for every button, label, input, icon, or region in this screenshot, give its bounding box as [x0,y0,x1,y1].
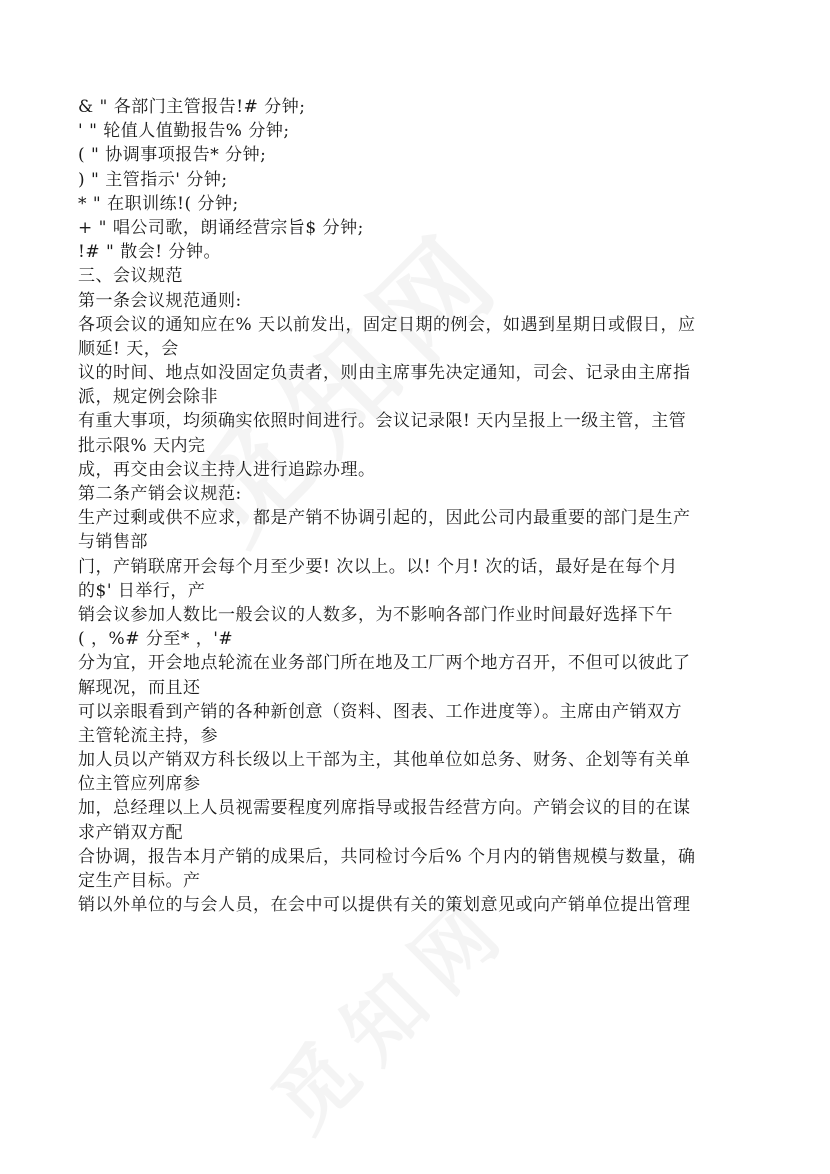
text-line: 生产过剩或供不应求，都是产销不协调引起的，因此公司内最重要的部门是生产 [78,508,691,529]
text-line: & " 各部门主管报告!# 分钟; [78,97,306,117]
text-line: 门，产销联席开会每个月至少要! 次以上。以! 个月! 次的话，最好是在每个月 [78,556,678,577]
text-line: 派，规定例会除非 [78,387,218,408]
text-line: ( ，%# 分至* ，'# [78,629,234,650]
text-line: 的$' 日举行，产 [78,580,206,601]
text-line: ( " 协调事项报告* 分钟; [78,145,267,166]
text-line: 销会议参加人数比一般会议的人数多，为不影响各部门作业时间最好选择下午 [78,604,673,625]
text-line: 位主管应列席参 [78,774,201,795]
text-line: !# " 散会! 分钟。 [78,242,221,263]
text-line: 可以亲眼看到产销的各种新创意（资料、图表、工作进度等）。主席由产销双方 [78,701,682,722]
text-line: 求产销双方配 [78,822,183,843]
text-line: 各项会议的通知应在% 天以前发出，固定日期的例会，如遇到星期日或假日，应 [78,314,696,335]
text-line: 定生产目标。产 [78,871,201,891]
text-line: 合协调，报告本月产销的成果后，共同检讨今后% 个月内的销售规模与数量，确 [78,846,696,867]
text-line: 解现况，而且还 [78,677,201,698]
text-line: + " 唱公司歌，朗诵经营宗旨$ 分钟; [78,217,364,238]
article-heading: 第二条产销会议规范: [78,484,242,504]
document-body [78,95,758,917]
text-line: 主管轮流主持，参 [78,725,218,746]
text-line: 成，再交由会议主持人进行追踪办理。 [78,459,376,480]
text-line: 批示限% 天内完 [78,435,206,456]
text-line: 加，总经理以上人员视需要程度列席指导或报告经营方向。产销会议的目的在谋 [78,798,691,819]
text-line: 议的时间、地点如没固定负责者，则由主席事先决定通知，司会、记录由主席指 [78,363,691,384]
text-line: ) " 主管指示' 分钟; [78,169,228,190]
text-line: * " 在职训练!( 分钟; [78,193,239,214]
text-line: 加人员以产销双方科长级以上干部为主，其他单位如总务、财务、企划等有关单 [78,750,691,771]
text-line: 顺延! 天，会 [78,338,179,359]
text-line: 与销售部 [78,532,148,553]
section-heading: 三、会议规范 [78,266,183,287]
text-line: 分为宜，开会地点轮流在业务部门所在地及工厂两个地方召开，不但可以彼此了 [78,653,691,674]
text-line: 销以外单位的与会人员，在会中可以提供有关的策划意见或向产销单位提出管理 [78,895,691,916]
text-line: 有重大事项，均须确实依照时间进行。会议记录限! 天内呈报上一级主管，主管 [78,411,687,432]
text-line: ' " 轮值人值勤报告% 分钟; [78,121,290,142]
article-heading: 第一条会议规范通则: [78,290,242,311]
